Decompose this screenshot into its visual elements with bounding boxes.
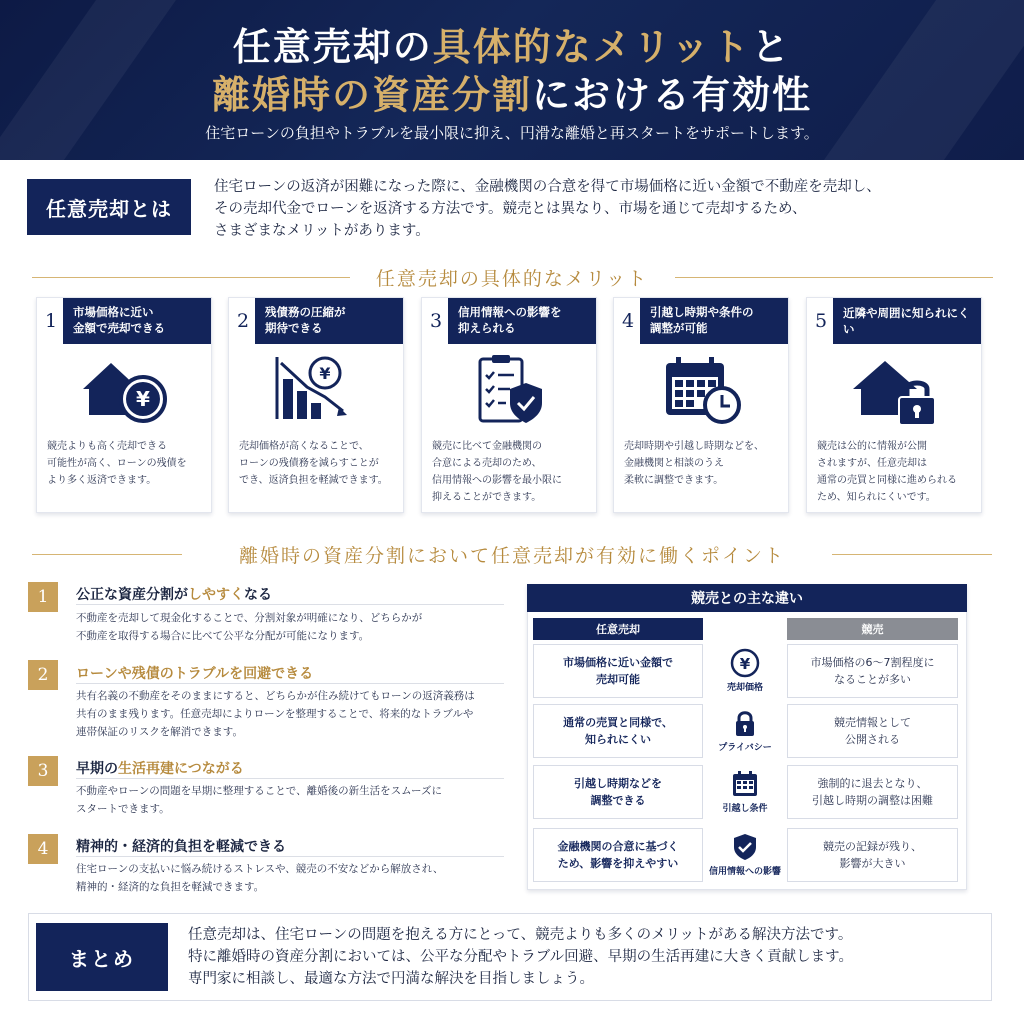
merits-section-title: 任意売却の具体的なメリット [375, 268, 649, 290]
page-subtitle: 住宅ローンの負担やトラブルを最小限に抑え、円滑な離婚と再スタートをサポートします。 [205, 124, 819, 142]
calendar-clock-icon [652, 353, 752, 429]
cell-line: 調整できる [590, 794, 646, 807]
point-title-text: 精神的・経済的負担を軽減できる [76, 839, 286, 855]
page-title-line2 [0, 64, 1024, 119]
svg-text:¥: ¥ [319, 364, 331, 383]
comparison-cell-right [787, 828, 958, 882]
title-text: 任意売却の [232, 24, 433, 69]
divider [675, 277, 993, 278]
category-label: 売却価格 [726, 683, 763, 693]
title-highlight: 具体的なメリット [432, 24, 752, 69]
divider [832, 554, 992, 555]
desc-line: 不動産を取得する場合に比べて公平な分配が可能になります。 [76, 630, 370, 642]
merit-title-line: 調整が可能 [650, 321, 708, 335]
point-number: 1 [28, 582, 58, 612]
comparison-title: 競売との主な違い [527, 584, 967, 612]
comparison-category [706, 765, 784, 819]
merit-card [421, 297, 597, 513]
desc-line: 住宅ローンの支払いに悩み続けるストレスや、競売の不安などから解放され、 [76, 863, 444, 875]
merit-number: 3 [429, 310, 443, 332]
point-title-highlight: しやすく [188, 587, 244, 603]
desc-line: 売却価格が高くなることで、 [239, 441, 369, 452]
merit-title [833, 298, 981, 344]
points-section-title: 離婚時の資産分割において任意売却が有効に働くポイント [238, 545, 785, 567]
summary-line: 任意売却は、住宅ローンの問題を抱える方にとって、競売よりも多くのメリットがある解決方法です。 [188, 927, 853, 943]
desc-line: 可能性が高く、ローンの残債を [47, 458, 187, 469]
desc-line: スタートできます。 [76, 803, 170, 815]
cell-line: 強制的に退去となり、 [817, 777, 928, 790]
point-title-text: なる [244, 587, 272, 603]
header-banner [0, 0, 1024, 160]
desc-line: されますが、任意売却は [817, 458, 927, 469]
point-title-text: 公正な資産分割が [76, 587, 188, 603]
point-title [76, 584, 272, 604]
cell-line: 公開される [845, 733, 900, 746]
merit-title-line: 信用情報への影響を [458, 305, 562, 319]
summary-line: 特に離婚時の資産分割においては、公平な分配やトラブル回避、早期の生活再建に大きく貢献します。 [188, 949, 853, 965]
clipboard-shield-icon [460, 353, 560, 429]
comparison-cell-right [787, 765, 958, 819]
merit-description [47, 438, 207, 489]
merit-title [255, 298, 403, 344]
desc-line: 売却時期や引越し時期などを、 [624, 441, 764, 452]
merit-card [36, 297, 212, 513]
divider [76, 856, 504, 857]
summary-text [188, 924, 978, 990]
cell-line: なることが多い [834, 673, 911, 686]
comparison-cell-right [787, 704, 958, 758]
merit-description [239, 438, 399, 489]
merit-description [624, 438, 784, 489]
category-label: 引越し条件 [722, 804, 768, 814]
merit-title-line: 市場価格に近い [73, 305, 154, 319]
merit-title-line: 近隣や周囲に知られにくい [843, 306, 970, 336]
desc-line: 信用情報への影響を最小限に [432, 475, 562, 486]
desc-line: 連帯保証のリスクを解消できます。 [76, 726, 243, 738]
point-number: 2 [28, 660, 58, 690]
merit-title [63, 298, 211, 344]
desc-line: 不動産を売却して現金化することで、分割対象が明確になり、どちらかが [76, 612, 423, 624]
point-title [76, 836, 286, 856]
definition-line: その売却代金でローンを返済する方法です。競売とは異なり、市場を通じて売却するため、 [214, 201, 807, 217]
desc-line: 共有名義の不動産をそのままにすると、どちらかが住み続けてもローンの返済義務は [76, 690, 475, 702]
cell-line: 市場価格の6〜7割程度に [810, 656, 935, 669]
calendar-icon [730, 769, 760, 799]
cell-line: 市場価格に近い金額で [563, 656, 673, 669]
comparison-category [706, 704, 784, 758]
house-lock-icon [845, 353, 945, 429]
merit-description [432, 438, 592, 506]
cell-line: 影響が大きい [839, 857, 906, 870]
desc-line: 競売に比べて金融機関の [432, 441, 542, 452]
desc-line: 金融機関と相談のうえ [624, 458, 724, 469]
point-description [76, 782, 516, 818]
merit-number: 2 [236, 310, 250, 332]
divider [76, 604, 504, 605]
cell-line: 通常の売買と同様で、 [563, 716, 673, 729]
desc-line: 競売は公的に情報が公開 [817, 441, 927, 452]
cell-line: 競売情報として [834, 716, 911, 729]
merit-title-line: 残債務の圧縮が [265, 305, 346, 319]
definition-text [214, 176, 1004, 242]
cell-line: 引越し時期などを [574, 777, 662, 790]
merit-card [613, 297, 789, 513]
point-title-highlight: 生活再建につながる [118, 761, 244, 777]
merit-title-line: 金額で売却できる [73, 321, 165, 335]
shield-check-icon [730, 832, 760, 862]
desc-line: 精神的・経済的な負担を軽減できます。 [76, 881, 265, 893]
lock-icon [730, 708, 760, 738]
point-description [76, 609, 516, 645]
point-title-text: 早期の [76, 761, 118, 777]
cell-line: 競売の記録が残り、 [823, 840, 922, 853]
desc-line: より多く返済できます。 [47, 475, 157, 486]
comparison-category [706, 644, 784, 698]
desc-line: 共有のまま残ります。任意売却によりローンを整理することで、将来的なトラブルや [76, 708, 474, 720]
summary-label: まとめ [36, 923, 168, 991]
cell-line: 引越し時期の調整は困難 [812, 794, 933, 807]
merit-title-line: 期待できる [265, 321, 323, 335]
definition-line: 住宅ローンの返済が困難になった際に、金融機関の合意を得て市場価格に近い金額で不動産を売却し、 [214, 179, 881, 195]
desc-line: でき、返済負担を軽減できます。 [239, 475, 388, 486]
yen-coin-icon [730, 648, 760, 678]
declining-chart-yen-icon [267, 353, 367, 429]
point-description [76, 860, 516, 896]
point-title [76, 758, 244, 778]
point-description [76, 687, 516, 741]
desc-line: 不動産やローンの問題を早期に整理することで、離婚後の新生活をスムーズに [76, 785, 443, 797]
desc-line: 通常の売買と同様に進められる [817, 475, 957, 486]
merit-title [448, 298, 596, 344]
cell-line: ため、影響を抑えやすい [557, 857, 679, 870]
definition-label: 任意売却とは [27, 179, 191, 235]
category-label: プライバシー [718, 743, 772, 753]
point-number: 4 [28, 834, 58, 864]
divider [76, 683, 504, 684]
desc-line: ローンの残債務を減らすことが [239, 458, 379, 469]
desc-line: 合意による売却のため、 [432, 458, 542, 469]
comparison-cell-left [533, 644, 703, 698]
merit-number: 1 [44, 310, 58, 332]
comparison-cell-right [787, 644, 958, 698]
title-text: における有効性 [532, 72, 813, 117]
merit-title-line: 抑えられる [458, 321, 516, 335]
merit-title [640, 298, 788, 344]
page-title-line1 [0, 16, 1024, 71]
comparison-category [706, 828, 784, 882]
comparison-cell-left [533, 704, 703, 758]
divider [76, 778, 504, 779]
desc-line: 競売よりも高く売却できる [47, 441, 167, 452]
desc-line: 柔軟に調整できます。 [624, 475, 724, 486]
merit-description [817, 438, 977, 506]
column-header-voluntary-sale: 任意売却 [533, 618, 703, 640]
svg-text:¥: ¥ [739, 655, 751, 673]
point-title [76, 663, 313, 683]
desc-line: ため、知られにくいです。 [817, 492, 936, 503]
desc-line: 抑えることができます。 [432, 492, 542, 503]
category-label: 信用情報への影響 [708, 867, 781, 877]
merit-number: 4 [621, 310, 635, 332]
comparison-cell-left [533, 828, 703, 882]
house-yen-icon [75, 353, 175, 429]
definition-line: さまざまなメリットがあります。 [214, 223, 430, 239]
cell-line: 知られにくい [585, 733, 651, 746]
summary-line: 専門家に相談し、最適な方法で円満な解決を目指しましょう。 [188, 971, 594, 987]
point-title-highlight: ローンや残債のトラブルを回避できる [76, 666, 314, 682]
title-text: と [751, 24, 792, 69]
svg-text:¥: ¥ [136, 387, 150, 411]
point-number: 3 [28, 756, 58, 786]
column-header-auction: 競売 [787, 618, 958, 640]
merit-number: 5 [814, 310, 828, 332]
comparison-cell-left [533, 765, 703, 819]
cell-line: 売却可能 [596, 673, 640, 686]
merit-card [228, 297, 404, 513]
cell-line: 金融機関の合意に基づく [557, 840, 679, 853]
title-highlight: 離婚時の資産分割 [211, 72, 532, 117]
merit-title-line: 引越し時期や条件の [650, 305, 754, 319]
merit-card [806, 297, 982, 513]
